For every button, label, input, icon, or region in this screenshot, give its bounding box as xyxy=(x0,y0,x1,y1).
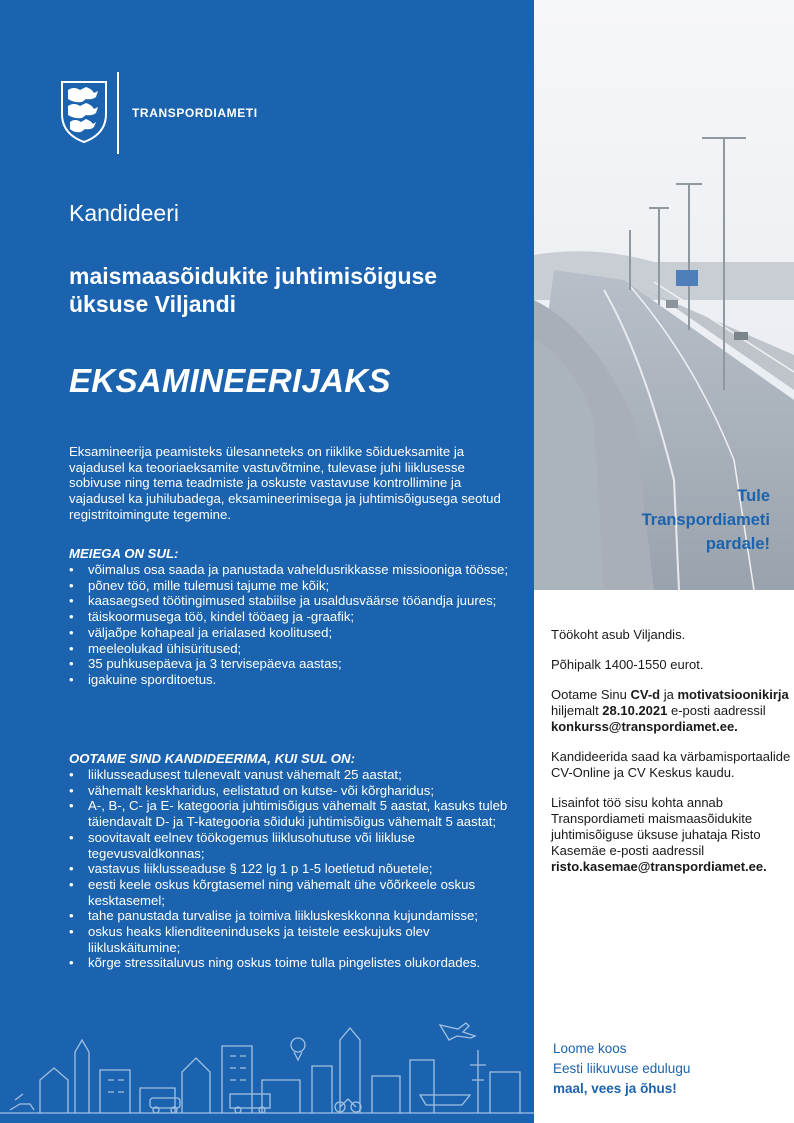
job-title: EKSAMINEERIJAKS xyxy=(69,362,391,399)
cta-text xyxy=(570,484,770,556)
list-item: • soovitavalt eelnev töökogemus liiklusohutuse või liikluse tegevusvaldkonnas; xyxy=(69,830,521,861)
apply-prefix: Ootame Sinu xyxy=(551,687,631,702)
salary-text: Põhipalk 1400-1550 eurot. xyxy=(551,657,704,672)
org-name: TRANSPORDIAMETI xyxy=(132,106,258,120)
list-item: • põnev töö, mille tulemusi tajume me kõik; xyxy=(69,578,521,594)
list-item: • igakuine sporditoetus. xyxy=(69,672,521,688)
subtitle-line-1: maismaasõidukite juhtimisõiguse xyxy=(69,263,438,289)
apply-and: ja xyxy=(660,687,678,702)
list-item: • kaasaegsed töötingimused stabiilse ja usaldusväärse tööandja juures; xyxy=(69,593,521,609)
apply-until: hiljemalt xyxy=(551,703,603,718)
slogan xyxy=(553,1039,690,1099)
logo-divider xyxy=(117,72,119,154)
apply-text xyxy=(551,687,791,735)
skyline-illustration xyxy=(0,1010,534,1123)
list-item: • võimalus osa saada ja panustada vaheldusrikkasse missiooniga töösse; xyxy=(69,562,521,578)
location-text: Töökoht asub Viljandis. xyxy=(551,627,686,642)
requirements-heading: OOTAME SIND KANDIDEERIMA, KUI SUL ON: xyxy=(69,751,355,766)
list-item: • 35 puhkusepäeva ja 3 tervisepäeva aastas; xyxy=(69,656,521,672)
subtitle-line-2: üksuse Viljandi xyxy=(69,291,237,317)
portals-text: Kandideerida saad ka värbamisportaalide CV-Online ja CV Keskus kaudu. xyxy=(551,749,791,780)
deadline: 28.10.2021 xyxy=(602,703,668,718)
list-item: • liiklusseadusest tulenevalt vanust vähemalt 25 aastat; xyxy=(69,767,521,783)
cta-line-2: Transpordiameti xyxy=(641,511,770,529)
right-panel xyxy=(534,0,794,1123)
slogan-line-1: Loome koos xyxy=(553,1041,627,1056)
offer-list xyxy=(69,562,521,688)
offer-heading: MEIEGA ON SUL: xyxy=(69,546,179,561)
apply-email-prefix: e-posti aadressil xyxy=(667,703,766,718)
slogan-line-3: maal, vees ja õhus! xyxy=(553,1081,677,1096)
contact-text xyxy=(551,795,791,875)
slogan-line-2: Eesti liikuvuse edulugu xyxy=(553,1061,691,1076)
job-description: Eksamineerija peamisteks ülesanneteks on riiklike sõidueksamite ja vajadusel ka teooriaeksamite vastuvõtmine, tulevase juhi liiklusesse sobivuse ning tema teadmiste ja oskuste vastavuse kontrollimine ja vajadusel ka juhilubadega, eksamineerimisega ja juhtimisõigusega seotud registritoimingute tegemine. xyxy=(69,444,501,522)
motivation-label: motivatsioonikirja xyxy=(677,687,789,702)
list-item: • tahe panustada turvalise ja toimiva liikluskeskkonna kujundamisse; xyxy=(69,908,521,924)
kandideeri-label: Kandideeri xyxy=(69,200,179,226)
job-info xyxy=(551,627,791,889)
cta-line-3: pardale! xyxy=(705,535,770,553)
contact-prefix: Lisainfot töö sisu kohta annab Transpordiameti maismaasõidukite juhtimisõiguse üksuse juhataja Risto Kasemäe e-posti aadressil xyxy=(551,795,761,858)
list-item: • oskus heaks klienditeeninduseks ja teistele eeskujuks olev liikluskäitumine; xyxy=(69,924,521,955)
job-unit-title xyxy=(69,262,519,318)
list-item: • vastavus liiklusseaduse § 122 lg 1 p 1-5 loetletud nõuetele; xyxy=(69,861,521,877)
cta-line-1: Tule xyxy=(737,487,770,505)
contact-email-link[interactable]: risto.kasemae@transpordiamet.ee. xyxy=(551,859,767,874)
list-item: • A-, B-, C- ja E- kategooria juhtimisõigus vähemalt 5 aastat, kasuks tuleb täiendavalt D- ja T-kategooria sõiduki juhtimisõigus vähemalt 5 aastat; xyxy=(69,798,521,829)
list-item: • meeleolukad ühisüritused; xyxy=(69,641,521,657)
cv-label: CV-d xyxy=(630,687,661,702)
list-item: • eesti keele oskus kõrgtasemel ning vähemalt ühe võõrkeele oskus kesktasemel; xyxy=(69,877,521,908)
list-item: • vähemalt keskharidus, eelistatud on kutse- või kõrgharidus; xyxy=(69,783,521,799)
list-item: • täiskoormusega töö, kindel tööaeg ja -graafik; xyxy=(69,609,521,625)
list-item: • kõrge stressitaluvus ning oskus toime tulla pingelistes olukordades. xyxy=(69,955,521,971)
requirements-list xyxy=(69,767,521,971)
apply-email-link[interactable]: konkurss@transpordiamet.ee. xyxy=(551,719,738,734)
coat-of-arms-icon xyxy=(60,80,108,144)
list-item: • väljaõpe kohapeal ja erialased koolitused; xyxy=(69,625,521,641)
